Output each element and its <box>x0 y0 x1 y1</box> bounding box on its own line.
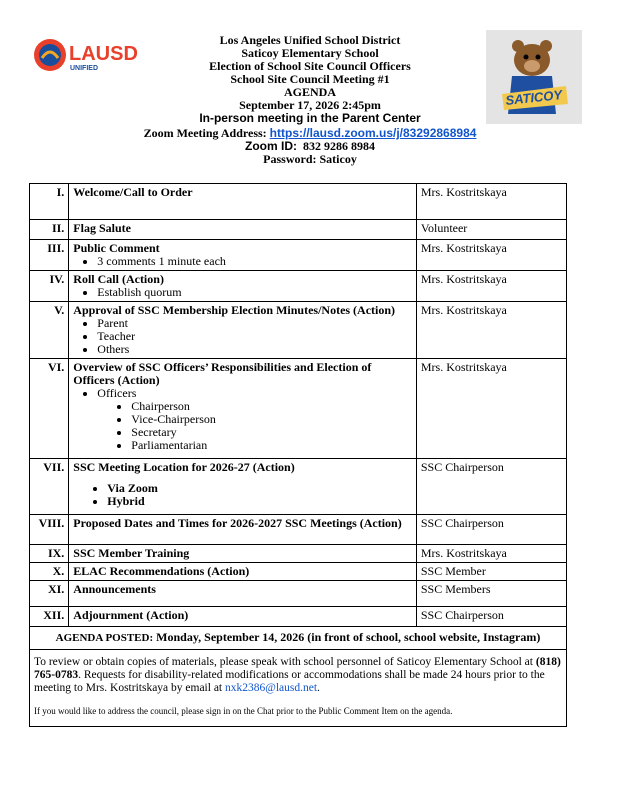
agenda-item-presenter: SSC Chairperson <box>416 607 566 627</box>
agenda-bullet: • Officers <box>97 387 412 400</box>
agenda-posted-row <box>30 627 567 650</box>
agenda-sub-bullet: • Vice-Chairperson <box>131 413 412 426</box>
agenda-row <box>30 581 567 607</box>
agenda-row <box>30 563 567 581</box>
agenda-item-number: IX. <box>30 545 69 563</box>
agenda-bullet: • Others <box>97 343 412 356</box>
agenda-row <box>30 607 567 627</box>
agenda-item-title: Welcome/Call to Order <box>73 185 193 199</box>
agenda-sub-bullet: • Secretary <box>131 426 412 439</box>
agenda-item-presenter: Mrs. Kostritskaya <box>416 240 566 271</box>
agenda-row <box>30 459 567 515</box>
chat-note: If you would like to address the council, please sign in on the Chat prior to the Public Comment Item on the agenda. <box>34 706 453 716</box>
review-text-start: To review or obtain copies of materials, please speak with school personnel of Saticoy Elementary School at <box>34 656 533 668</box>
agenda-item <box>69 302 417 359</box>
agenda-item <box>69 184 417 220</box>
agenda-item-number: VII. <box>30 459 69 515</box>
agenda-item-number: VI. <box>30 359 69 459</box>
agenda-bullet: • Establish quorum <box>97 286 412 299</box>
agenda-item-number: III. <box>30 240 69 271</box>
election-title: Election of School Site Council Officers <box>209 59 411 73</box>
agenda-item-presenter: Volunteer <box>416 220 566 240</box>
agenda-item <box>69 581 417 607</box>
agenda-item-title: Proposed Dates and Times for 2026-2027 SSC Meetings (Action) <box>73 516 402 530</box>
agenda-item-presenter: Mrs. Kostritskaya <box>416 302 566 359</box>
agenda-table <box>29 183 567 727</box>
agenda-item <box>69 607 417 627</box>
agenda-row <box>30 302 567 359</box>
agenda-item-title: Roll Call (Action) <box>73 272 164 286</box>
agenda-item <box>69 545 417 563</box>
posted-label: AGENDA POSTED: <box>55 632 154 644</box>
agenda-item-presenter: SSC Chairperson <box>416 459 566 515</box>
agenda-item-number: XII. <box>30 607 69 627</box>
agenda-item-presenter: Mrs. Kostritskaya <box>416 545 566 563</box>
agenda-sub-bullet: • Chairperson <box>131 400 412 413</box>
contact-email-link[interactable]: nxk2386@lausd.net <box>225 682 318 694</box>
mascot-text: SATICOY <box>504 87 563 108</box>
district-name: Los Angeles Unified School District <box>219 33 401 47</box>
review-period: . <box>317 682 320 694</box>
agenda-item <box>69 459 417 515</box>
agenda-row <box>30 359 567 459</box>
agenda-label: AGENDA <box>283 85 336 99</box>
logo-subtext: UNIFIED <box>70 65 98 72</box>
agenda-bullet: • Teacher <box>97 330 412 343</box>
agenda-row <box>30 240 567 271</box>
agenda-item-number: IV. <box>30 271 69 302</box>
agenda-item-title: SSC Meeting Location for 2026-27 (Action) <box>73 460 295 474</box>
agenda-item-title: SSC Member Training <box>73 546 190 560</box>
agenda-item-title: Flag Salute <box>73 221 131 235</box>
agenda-item-number: I. <box>30 184 69 220</box>
agenda-item-presenter: SSC Chairperson <box>416 515 566 545</box>
agenda-item <box>69 563 417 581</box>
agenda-item-title: Adjournment (Action) <box>73 608 189 622</box>
meeting-title: School Site Council Meeting #1 <box>230 72 390 86</box>
agenda-item-title: Public Comment <box>73 241 160 255</box>
agenda-header <box>100 34 520 166</box>
review-statement <box>34 656 562 695</box>
footer-info <box>30 650 567 727</box>
agenda-item-title: Announcements <box>73 582 156 596</box>
agenda-item-presenter: Mrs. Kostritskaya <box>416 359 566 459</box>
agenda-item-number: V. <box>30 302 69 359</box>
agenda-row <box>30 515 567 545</box>
agenda-row <box>30 184 567 220</box>
agenda-item-presenter: SSC Member <box>416 563 566 581</box>
posted-text: Monday, September 14, 2026 (in front of school, school website, Instagram) <box>156 630 541 644</box>
zoom-password: Password: Saticoy <box>263 152 357 166</box>
zoom-id-value: 832 9286 8984 <box>303 139 375 153</box>
agenda-sub-bullet: • Parliamentarian <box>131 439 412 452</box>
agenda-item-title: Overview of SSC Officers’ Responsibilities and Election of Officers (Action) <box>73 360 372 387</box>
agenda-posted <box>30 627 567 650</box>
agenda-item-presenter: SSC Members <box>416 581 566 607</box>
school-phone: (818) 765-0783 <box>34 656 561 681</box>
footer-info-row <box>30 650 567 727</box>
agenda-item <box>69 359 417 459</box>
agenda-item-presenter: Mrs. Kostritskaya <box>416 271 566 302</box>
agenda-row <box>30 220 567 240</box>
agenda-row <box>30 545 567 563</box>
agenda-bullet: • Via Zoom <box>107 482 412 495</box>
zoom-address-label: Zoom Meeting Address: <box>143 126 267 140</box>
agenda-bullet: • Hybrid <box>107 495 412 508</box>
agenda-item <box>69 220 417 240</box>
agenda-item-number: XI. <box>30 581 69 607</box>
school-name: Saticoy Elementary School <box>241 46 379 60</box>
agenda-item-number: X. <box>30 563 69 581</box>
agenda-item-title: Approval of SSC Membership Election Minutes/Notes (Action) <box>73 303 396 317</box>
agenda-bullet: • Parent <box>97 317 412 330</box>
review-text-end: . Requests for disability-related modifications or accommodations shall be made 24 hours prior to the meeting to Mrs. Kostritskaya by email at <box>34 669 545 694</box>
agenda-item <box>69 240 417 271</box>
agenda-item-number: II. <box>30 220 69 240</box>
meeting-location: In-person meeting in the Parent Center <box>199 111 421 125</box>
agenda-item-presenter: Mrs. Kostritskaya <box>416 184 566 220</box>
zoom-id-label: Zoom ID: <box>245 139 297 153</box>
meeting-date: September 17, 2026 2:45pm <box>239 98 381 112</box>
agenda-item <box>69 515 417 545</box>
agenda-bullet: • 3 comments 1 minute each <box>97 255 412 268</box>
zoom-link[interactable]: https://lausd.zoom.us/j/83292868984 <box>269 126 477 140</box>
agenda-row <box>30 271 567 302</box>
logo-text: LAUSD <box>69 43 138 65</box>
agenda-item-title: ELAC Recommendations (Action) <box>73 564 250 578</box>
agenda-item <box>69 271 417 302</box>
agenda-item-number: VIII. <box>30 515 69 545</box>
